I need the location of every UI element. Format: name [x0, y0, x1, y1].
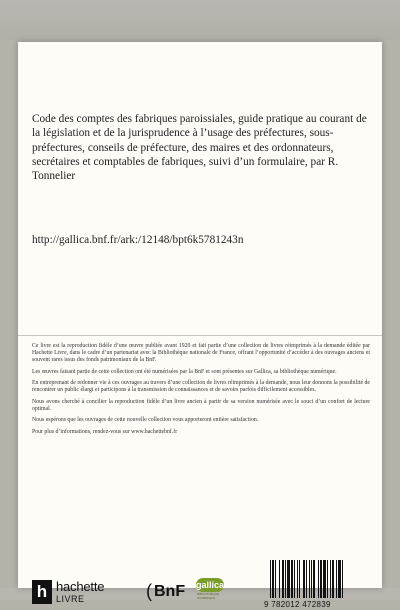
gallica-text: gallica: [196, 580, 225, 590]
barcode-bar: [318, 560, 319, 598]
gallica-sub: BIBLIOTHÈQUE NUMÉRIQUE: [197, 592, 220, 600]
barcode-bar: [282, 560, 284, 598]
barcode-bars: [270, 560, 366, 598]
bnf-logo: [146, 583, 186, 603]
barcode-bar: [338, 560, 341, 598]
book-title: Code des comptes des fabriques paroissiales, guide pratique au courant de la législation et de la jurisprudence à l’usage des préfectures, sous-préfectures, conseils de préfecture, des maires et des ordonnateurs, secrétaires et comptables de fabriques, suivi d’un formulaire, par R. Tonnelier: [32, 113, 367, 183]
hachette-name: hachette: [56, 579, 105, 594]
barcode-bar: [330, 560, 331, 598]
barcode: [264, 560, 372, 610]
barcode-bar: [275, 560, 276, 598]
barcode-bar: [320, 560, 322, 598]
gallica-logo: [196, 578, 226, 610]
barcode-bar: [342, 560, 343, 598]
barcode-bar: [287, 560, 290, 598]
hachette-livre-logo: [32, 580, 132, 608]
publisher-notes: [32, 343, 370, 440]
barcode-bar: [270, 560, 271, 598]
barcode-bar: [297, 560, 298, 598]
barcode-bar: [332, 560, 334, 598]
note-paragraph: En entreprenant de redonner vie à ces ouvrages au travers d’une collection de livres réimprimés à la demande, nous leur donnons la possibilité de rencontrer un public élargi et participons à la transmission de connaissances et de savoirs parfois difficilement accessibles.: [32, 380, 370, 394]
barcode-digits: 9 782012 472839: [264, 600, 331, 609]
gallica-url: http://gallica.bnf.fr/ark:/12148/bpt6k5781243n: [32, 234, 244, 246]
barcode-bar: [279, 560, 280, 598]
barcode-bar: [336, 560, 337, 598]
barcode-bar: [313, 560, 315, 598]
bnf-text: BnF: [154, 583, 186, 600]
barcode-bar: [294, 560, 295, 598]
barcode-bar: [272, 560, 274, 598]
note-paragraph: Pour plus d’informations, rendez-vous sur www.hachettebnf.fr: [32, 428, 178, 435]
bnf-paren: (: [146, 581, 152, 601]
note-paragraph: Ce livre est la reproduction fidèle d’une œuvre publiée avant 1920 et fait partie d’une collection de livres réimprimés à la demande éditée par Hachette Livre, dans le cadre d’un partenariat avec la Bibliothèque nationale de France, offrant l’opportunité d’accéder à des ouvrages anciens et souvent rares issus des fonds patrimoniaux de la BnF.: [32, 343, 370, 364]
book-back-cover: [18, 42, 382, 609]
barcode-bar: [323, 560, 326, 598]
logo-row: [32, 560, 372, 610]
barcode-bar: [303, 560, 305, 598]
barcode-bar: [306, 560, 307, 598]
note-paragraph: Les œuvres faisant partie de cette collection ont été numérisées par la BnF et sont présentes sur Gallica, sa bibliothèque numérique.: [32, 368, 337, 375]
barcode-bar: [309, 560, 310, 598]
background-top: [0, 0, 400, 40]
hachette-mark: h: [32, 580, 52, 604]
barcode-bar: [285, 560, 286, 598]
note-paragraph: Nous espérons que les ouvrages de cette nouvelle collection vous apporteront entière satisfaction.: [32, 417, 259, 424]
hachette-sub: LIVRE: [56, 594, 85, 604]
barcode-bar: [327, 560, 328, 598]
barcode-bar: [299, 560, 300, 598]
barcode-bar: [291, 560, 293, 598]
divider: [18, 335, 382, 336]
barcode-bar: [311, 560, 312, 598]
note-paragraph: Nous avons cherché à concilier la reproduction fidèle d’un livre ancien à partir de sa version numérisée avec le souci d’un confort de lecture optimal.: [32, 398, 370, 412]
